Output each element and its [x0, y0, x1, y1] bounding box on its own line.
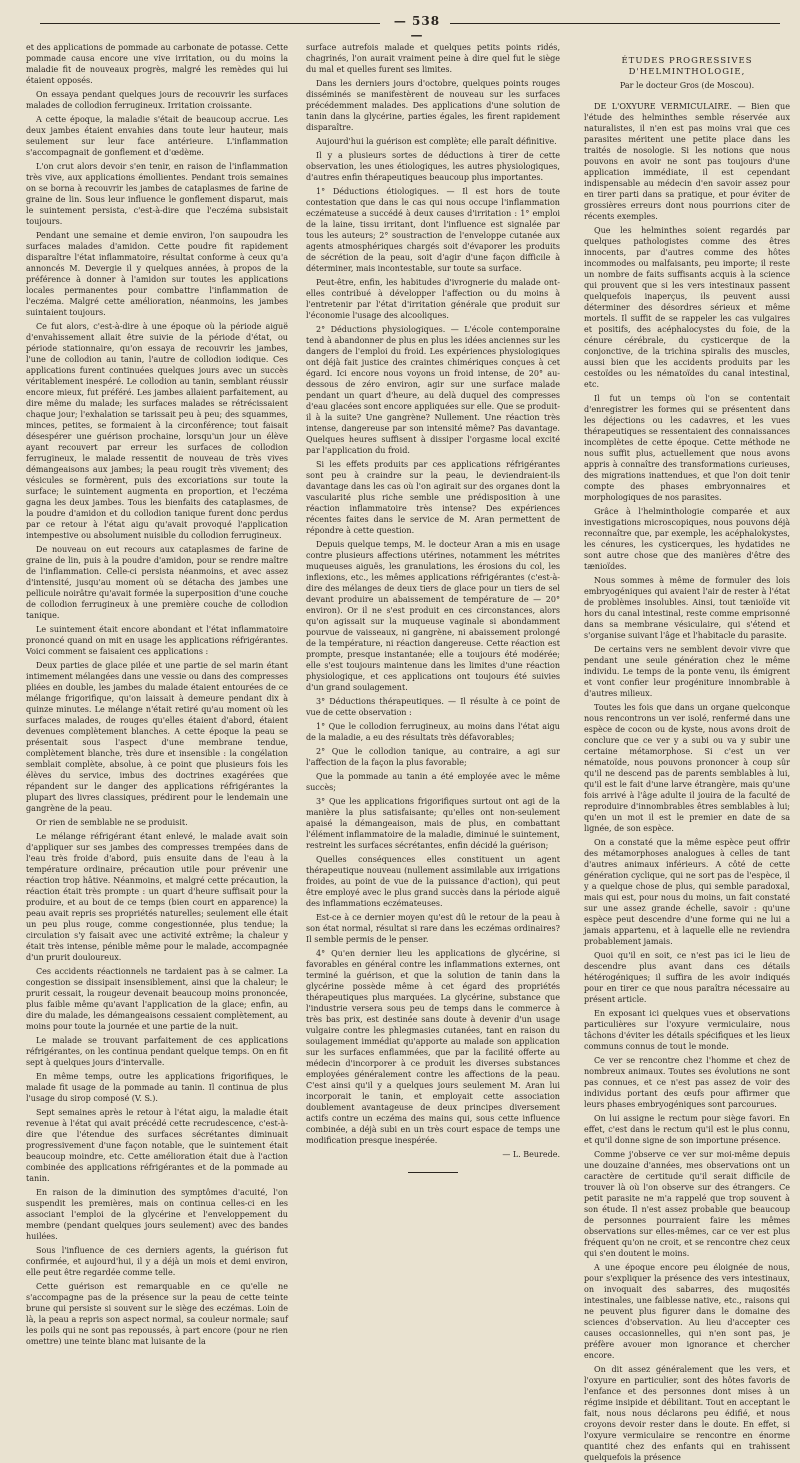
header-rule-right — [450, 23, 780, 24]
paragraph: 2° Que le collodion tanique, au contraire, a agi sur l'affection de la façon la plus favorable; — [306, 747, 560, 767]
paragraph: Or rien de semblable ne se produisit. — [36, 818, 188, 827]
paragraph: Nous sommes à même de formuler des lois embryogéniques qui avaient l'air de rester à l'état de problèmes insolubles. Ainsi, tout tænioïde vit hors du canal intestinal, reste comme emprisonné dans sa membrane vésiculaire, qui s'étend et s'organise suivant l'âge et l'habitacle du parasite. — [584, 576, 790, 640]
paragraph: De certains vers ne semblent devoir vivre que pendant une seule génération chez le même individu. Le temps de la ponte venu, ils émigrent et vont confier leur progéniture innombrable à d'autres milieux. — [584, 645, 790, 698]
paragraph: 4° Qu'en dernier lieu les applications de glycérine, si favorables en général contre les inflammations externes, ont terminé la guérison, et que la solution de tanin dans la glycérine possède même à cet égard des propriétés thérapeutiques plus marquées. La glycérine, substance que l'industrie versera sous peu de temps dans le commerce à très bas prix, est destinée sans doute à devenir d'un usage vulgaire contre les phlegmasies cutanées, tant en raison du soulagement immédiat qu'apporte au malade son application sur les surfaces enflammées, que par la facilité offerte au médecin d'incorporer à ce produit les diverses substances employées généralement contre les affections de la peau. C'est ainsi qu'il y a quelques jours seulement M. Aran lui incorporait le tanin, et employait cette association doublement avantageuse de deux principes diversement actifs contre un eczéma des mains qui, sous cette influence combinée, a déjà subi en un très court espace de temps une modification presque inespérée. — [306, 949, 560, 1145]
paragraph: Il y a plusieurs sortes de déductions à tirer de cette observation, les unes étiologiques, les autres physiologiques, d'autres enfin thérapeutiques beaucoup plus importantes. — [306, 151, 560, 182]
paragraph: 1° Déductions étiologiques. — Il est hors de toute contestation que dans le cas qui nous occupe l'inflammation eczémateuse a succédé à deux causes d'irritation : 1° emploi de la laine, tissu irritant, dont l'influence est signalée par tous les auteurs; 2° soustraction de l'enveloppe cutanée aux agents atmosphériques chargés soit d'évaporer les produits de sécrétion de la peau, soit d'agir d'une façon difficile à déterminer, mais incontestable, sur toute sa surface. — [306, 187, 560, 273]
paragraph: L'on crut alors devoir s'en tenir, en raison de l'inflammation très vive, aux applications émollientes. Pendant trois semaines on se borna à recouvrir les jambes de cataplasmes de farine de graine de lin. Sous leur influence le gonflement disparut, mais le suintement persista, c'est-à-dire que l'eczéma subsistait toujours. — [26, 162, 288, 226]
paragraph: 1° Que le collodion ferrugineux, au moins dans l'état aigu de la maladie, a eu des résultats très défavorables; — [306, 722, 560, 742]
paragraph: Cette guérison est remarquable en ce qu'elle ne s'accompagne pas de la présence sur la peau de cette teinte brune qui persiste si souvent sur le siège des eczémas. Loin de là, la peau a repris son aspect normal, sa couleur normale; sauf les poils qui ne sont pas repoussés, à part encore (pour ne rien omettre) une teinte blanc mat luisante de la — [26, 1282, 288, 1346]
paragraph: Pendant une semaine et demie environ, l'on saupoudra les surfaces malades d'amidon. Cette poudre fit rapidement disparaître l'état inflammatoire, résultat conforme à ceux qu'a annoncés M. Devergie il y quelques années, à propos de la préférence à donner à l'amidon sur toutes les applications locales permanentes pour combattre l'inflammation de l'eczéma. Malgré cette amélioration, néanmoins, les jambes suintaient toujours. — [26, 231, 288, 317]
paragraph: Peut-être, enfin, les habitudes d'ivrognerie du malade ont-elles contribué à développer l'affection ou du moins à l'entretenir par l'état d'irritation générale que produit sur l'économie l'usage des alcooliques. — [306, 278, 560, 320]
paragraph: En même temps, outre les applications frigorifiques, le malade fit usage de la pommade au tanin. Il continua de plus l'usage du sirop composé (V. S.). — [26, 1072, 288, 1103]
paragraph: et des applications de pommade au carbonate de potasse. Cette pommade causa encore une vive irritation, ou du moins la maladie fit de nouveaux progrès, malgré les remèdes qui lui étaient opposés. — [26, 43, 288, 85]
paragraph: On dit assez généralement que les vers, et l'oxyure en particulier, sont des hôtes favoris de l'enfance et des personnes dont mises à un régime insipide et débilitant. Tout en acceptant le fait, nous nous déclarons peu édifié, et nous croyons devoir rester dans le doute. En effet, si l'oxyure vermiculaire se rencontre en énorme quantité chez des enfants qui en trahissent quelquefois la présence — [584, 1365, 790, 1462]
paragraph: A cette époque, la maladie s'était de beaucoup accrue. Les deux jambes étaient envahies dans toute leur hauteur, mais seulement sur leur face antérieure. L'inflammation s'accompagnait de gonflement et d'œdème. — [26, 115, 288, 157]
paragraph: Grâce à l'helminthologie comparée et aux investigations microscopiques, nous pouvons déjà reconnaître que, par exemple, les acéphalokystes, les cénures, les cysticerques, les hydatides ne sont autre chose que des manières d'être des tænioïdes. — [584, 507, 790, 571]
paragraph: surface autrefois malade et quelques petits points ridés, chagrinés, l'on aurait vraiment peine à dire quel fut le siège du mal et quelles furent ses limites. — [306, 43, 560, 74]
page-header — [40, 14, 780, 42]
paragraph: De nouveau on eut recours aux cataplasmes de farine de graine de lin, puis à la poudre d'amidon, pour se rendre maître de l'inflammation. Celle-ci persista néanmoins, et avec assez d'intensité, jusqu'au moment où se détacha des jambes une pellicule noirâtre qu'avait formée la superposition d'une couche de collodion ferrugineux à une première couche de collodion tanique. — [26, 545, 288, 620]
paragraph: Comme j'observe ce ver sur moi-même depuis une douzaine d'années, mes observations ont un caractère de certitude qu'il serait difficile de trouver là où l'on observe sur des étrangers. Ce petit parasite ne m'a rappelé que trop souvent à son étude. Il n'est assez probable que beaucoup de personnes pourraient faire les mêmes observations sur elles-mêmes, car ce ver est plus fréquent qu'on ne croit, et se rencontre chez ceux qui s'en doutent le moins. — [584, 1150, 790, 1258]
column-middle — [306, 42, 560, 1159]
paragraph: Que la pommade au tanin a été employée avec le même succès; — [306, 772, 560, 792]
paragraph: Quoi qu'il en soit, ce n'est pas ici le lieu de descendre plus avant dans ces détails hétérogéniques; il suffira de les avoir indiqués pour en tirer ce que nous paraîtra nécessaire au présent article. — [584, 951, 790, 1004]
paragraph: Quelles conséquences elles constituent un agent thérapeutique nouveau (nullement assimilable aux irrigations froides, au point de vue de la puissance d'action), qui peut être employé avec le plus grand succès dans la période aiguë des inflammations eczémateuses. — [306, 855, 560, 908]
paragraph: Que les helminthes soient regardés par quelques pathologistes comme des êtres innocents, par d'autres comme des hôtes incommodes ou malfaisants, peu importe; il reste un nombre de faits suffisants acquis à la science qui prouvent que si les vers intestinaux passent quelquefois inaperçus, ils peuvent aussi déterminer des désordres sérieux et même mortels. Il suffit de se rappeler les cas vulgaires et positifs, des acéphalocystes du foie, de la cénure cérébrale, du cysticerque de la conjonctive, de la trichina spiralis des muscles, aussi bien que les accidents produits par les cestoïdes ou les nématoïdes du canal intestinal, etc. — [584, 226, 790, 389]
paragraph: Depuis quelque temps, M. le docteur Aran a mis en usage contre plusieurs affections utérines, notamment les métrites muqueuses aiguës, les granulations, les érosions du col, les inflexions, etc., les mêmes applications réfrigérantes (c'est-à-dire des mélanges de deux tiers de glace pour un tiers de sel devant produire un abaissement de température de — 20° environ). Or il ne s'est produit en ces circonstances, alors qu'on agissait sur la muqueuse vaginale si abondamment pourvue de vaisseaux, ni gangrène, ni abaissement prolongé de la température, ni réaction dangereuse. Cette réaction est prompte, presque instantanée; elle a toujours été modérée; elle s'est toujours maintenue dans les limites d'une réaction physiologique, et ces applications ont toujours été suivies d'un grand soulagement. — [306, 540, 560, 692]
paragraph: Ces accidents réactionnels ne tardaient pas à se calmer. La congestion se dissipait insensiblement, ainsi que la chaleur; le prurit cessait, la rougeur devenait beaucoup moins prononcée, plus faible même qu'avant l'application de la glace; enfin, au dire du malade, les démangeaisons cessaient complètement, au moins pour toute la journée et une partie de la nuit. — [26, 967, 288, 1031]
paragraph: Est-ce à ce dernier moyen qu'est dû le retour de la peau à son état normal, résultat si rare dans les eczémas ordinaires? Il semble permis de le penser. — [306, 913, 560, 944]
section-author: Par le docteur Gros (de Moscou). — [619, 81, 755, 90]
paragraph: Aujourd'hui la guérison est complète; elle paraît définitive. — [316, 137, 557, 146]
paragraph: Le malade se trouvant parfaitement de ces applications réfrigérantes, on les continua pendant quelque temps. On en fit sept à quelques jours d'intervalle. — [26, 1036, 288, 1067]
section-title: ÉTUDES PROGRESSIVES D'HELMINTHOLOGIE, — [621, 56, 753, 77]
paragraph: Si les effets produits par ces applications réfrigérantes sont peu à craindre sur la peau, le deviendraient-ils davantage dans les cas où l'on agirait sur des organes dont la vascularité plus riche semble une prédisposition à une réaction inflammatoire très intense? Des expériences récentes faites dans le service de M. Aran permettent de répondre à cette question. — [306, 460, 560, 535]
paragraph: A une époque encore peu éloignée de nous, pour s'expliquer la présence des vers intestinaux, on invoquait des sabarres, des muqosités intestinales, une faiblesse native, etc., raisons qui ne peuvent plus figurer dans le domaine des sciences d'observation. Au lieu d'accepter ces causes occasionnelles, qui n'en sont pas, je préfère avouer mon ignorance et chercher encore. — [584, 1263, 790, 1360]
paragraph: Il fut un temps où l'on se contentait d'enregistrer les formes qui se présentent dans les déjections ou les cadavres, et les vues thérapeutiques se ressentaient des connaissances incomplètes de cette époque. Cette méthode ne nous suffit plus, actuellement que nous avons appris à connaître des transformations curieuses, des migrations inattendues, et que l'on doit tenir compte des phases embryonnaires et morphologiques de nos parasites. — [584, 394, 790, 502]
header-rule-left — [40, 23, 380, 24]
paragraph: On essaya pendant quelques jours de recouvrir les surfaces malades de collodion ferrugineux. Irritation croissante. — [26, 90, 288, 110]
paragraph: 2° Déductions physiologiques. — L'école contemporaine tend à abandonner de plus en plus les idées anciennes sur les dangers de l'emploi du froid. Les expériences physiologiques ont déjà fait justice des craintes chimériques conçues à cet égard. Ici encore nous voyons un froid intense, de 20° au-dessous de zéro environ, agir sur une surface malade pendant un quart d'heure, au delà duquel des compresses d'eau glacées sont encore appliquées sur elle. Que se produit-il à la suite? Une gangrène? Nullement. Une réaction très intense, dangereuse par son intensité même? Pas davantage. Quelques heures suffisent à dissiper l'orgasme local excité par l'application du froid. — [306, 325, 560, 455]
paragraph: Deux parties de glace pilée et une partie de sel marin étant intimement mélangées dans une vessie ou dans des compresses pliées en double, les jambes du malade étaient entourées de ce mélange frigorifique, qu'on laissait à demeure pendant dix à quinze minutes. Le mélange n'était retiré qu'au moment où les surfaces malades, de rouges qu'elles étaient d'abord, étaient devenues complètement blanches. A cette époque la peau se présentait sous l'aspect d'une membrane tendue, complètement blanche, très dure et insensible : la congélation semblait complète, absolue, à ce point que plusieurs fois les élèves du service, imbus des doctrines exagérées que répandent sur le danger des applications réfrigérantes la plupart des livres classiques, prédirent pour le lendemain une gangrène de la peau. — [26, 661, 288, 813]
paragraph: Ce ver se rencontre chez l'homme et chez de nombreux animaux. Toutes ses évolutions ne sont pas connues, et ce n'est pas assez de voir des individus portant des œufs pour affirmer que leurs phases embryogéniques sont parcourues. — [584, 1056, 790, 1109]
paragraph: On lui assigne le rectum pour siège favori. En effet, c'est dans le rectum qu'il est le plus connu, et qu'il donne signe de son importune présence. — [584, 1114, 790, 1145]
paragraph: Toutes les fois que dans un organe quelconque nous rencontrons un ver isolé, renfermé dans une espèce de cocon ou de kyste, nous avons droit de conclure que ce ver y a subi ou va y subir une certaine métamorphose. Si c'est un ver nématoïde, nous pouvons prononcer à coup sûr qu'il ne descend pas de parents semblables à lui, qu'il est le fait d'une larve étrangère, mais qu'une fois arrivé à l'âge adulte il jouira de la faculté de reproduire d'innombrables êtres semblables à lui; qu'en un mot il est le premier en date de sa lignée, de son espèce. — [584, 703, 790, 833]
paragraph: Sept semaines après le retour à l'état aigu, la maladie était revenue à l'état qui avait précédé cette recrudescence, c'est-à-dire que l'étendue des surfaces sécrétantes diminuait progressivement d'une façon notable, que le suintement était beaucoup moindre, etc. Cette amélioration était due à l'action combinée des applications réfrigérantes et de la pommade au tanin. — [26, 1108, 288, 1183]
paragraph: Dans les derniers jours d'octobre, quelques points rouges disséminés se manifestèrent de nouveau sur les surfaces précédemment malades. Des applications d'une solution de tanin dans la glycérine, parties égales, les firent rapidement disparaître. — [306, 79, 560, 132]
paragraph: Le mélange réfrigérant étant enlevé, le malade avait soin d'appliquer sur ses jambes des compresses trempées dans de l'eau très froide d'abord, puis ensuite dans de l'eau à la température ordinaire, précaution utile pour prévenir une réaction trop hâtive. Néanmoins, et malgré cette précaution, la réaction était très prompte : un quart d'heure suffisait pour la produire, et au bout de ce temps (bien court en apparence) la peau avait repris ses propriétés naturelles; seulement elle était un peu plus rouge, comme congestionnée, plus tendue; la circulation s'y faisait avec une activité extrême; la chaleur y était très intense, pénible même pour le malade, accompagnée d'un prurit douloureux. — [26, 832, 288, 962]
paragraph: En exposant ici quelques vues et observations particulières sur l'oxyure vermiculaire, nous tâchons d'éviter les détails spécifiques et les lieux communs connus de tout le monde. — [584, 1009, 790, 1051]
page-number: — 538 — — [393, 14, 441, 42]
paragraph: Ce fut alors, c'est-à-dire à une époque où la période aiguë d'envahissement allait être suivie de la période d'état, ou période stationnaire, qu'on essaya de recouvrir les jambes, l'une de collodion au tanin, l'autre de collodion iodique. Ces applications furent continuées quelques jours avec un succès véritablement inespéré. Le collodion au tanin, semblant réussir encore mieux, fut préféré. Les jambes allaient parfaitement, au dire même du malade; les surfaces malades se rétrécissaient chaque jour; l'exhalation se tarissait peu à peu; des squammes, minces, petites, se formaient à la circonférence; tout faisait désespérer une guérison prochaine, lorsqu'un jour un élève ayant recouvert par erreur les surfaces de collodion ferrugineux, le malade ressentit de nouveau de très vives démangeaisons aux jambes; la peau rougit très vivement; des vésicules se formèrent, puis des excoriations sur toute la surface; le suintement augmenta en proportion, et l'eczéma gagna les deux jambes. Tous les bienfaits des cataplasmes, de la poudre d'amidon et du collodion tanique furent donc perdus par ce retour à l'état aigu qu'avait provoqué l'application intempestive ou absolument nuisible du collodion ferrugineux. — [26, 322, 288, 540]
column-right — [584, 42, 790, 1462]
paragraph: On a constaté que la même espèce peut offrir des métamorphoses analogues à celles de tant d'autres animaux inférieurs. A côté de cette génération cyclique, qui ne sort pas de l'espèce, il y a quelque chose de plus, qui semble paradoxal, mais qui est, pour nous du moins, un fait constaté sur une assez grande échelle, savoir : qu'une espèce peut descendre d'une forme qui ne lui a jamais appartenu, et à laquelle elle ne reviendra probablement jamais. — [584, 838, 790, 946]
column-left — [26, 42, 288, 1346]
author-signature: — L. Beurede. — [502, 1150, 560, 1159]
paragraph: 3° Déductions thérapeutiques. — Il résulte à ce point de vue de cette observation : — [306, 697, 560, 717]
paragraph: Le suintement était encore abondant et l'état inflammatoire prononcé quand on mit en usage les applications réfrigérantes. Voici comment se faisaient ces applications : — [26, 625, 288, 656]
end-rule — [408, 1172, 458, 1173]
paragraph: En raison de la diminution des symptômes d'acuité, l'on suspendit les premières, mais on continua celles-ci en les associant l'emploi de la glycérine et l'enveloppement du membre (pendant quelques jours seulement) avec des bandes huilées. — [26, 1188, 288, 1241]
paragraph: Sous l'influence de ces derniers agents, la guérison fut confirmée, et aujourd'hui, il y a déjà un mois et demi environ, elle peut être regardée comme telle. — [26, 1246, 288, 1277]
paragraph: 3° Que les applications frigorifiques surtout ont agi de la manière la plus satisfaisante; qu'elles ont non-seulement apaisé la démangeaison, mais de plus, en combattant l'élément inflammatoire de la maladie, diminué le suintement, restreint les surfaces sécrétantes, enfin décidé la guérison; — [306, 797, 560, 850]
paragraph: DE L'OXYURE VERMICULAIRE. — Bien que l'étude des helminthes semble réservée aux naturalistes, il n'en est pas moins vrai que ces parasites méritent une petite place dans les traités de nosologie. Si les notions que nous pouvons en avoir ne sont pas toujours d'une application immédiate, il est cependant indispensable au médecin d'en savoir assez pour en tirer parti dans sa pratique, et pour éviter de grossières erreurs dont nous pourrions citer de récents exemples. — [584, 102, 790, 221]
